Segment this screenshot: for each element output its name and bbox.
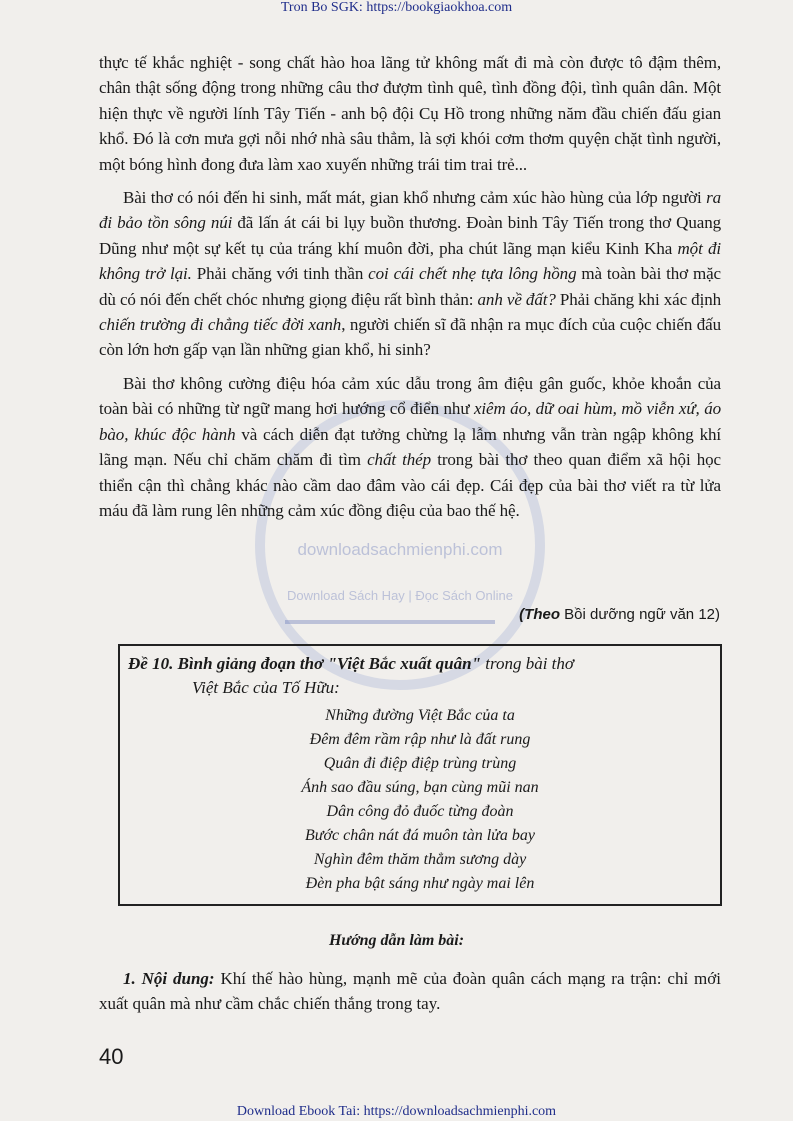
paragraph-text: Phải chăng với tinh thần: [191, 264, 369, 284]
italic-quote: xiêm áo, dữ oai hùm, mồ viễn xứ, áo bào, khúc độc hành: [99, 399, 721, 444]
italic-quote: anh về đất?: [477, 289, 556, 309]
exercise-title-tail: trong bài thơ: [480, 654, 574, 673]
exercise-title-rest: Bình giảng đoạn thơ: [173, 654, 328, 673]
paragraph-text: Phải chăng khi xác định: [555, 289, 721, 309]
citation-source: Bồi dưỡng ngữ văn 12): [559, 606, 720, 623]
verse-line: Ánh sao đầu súng, bạn cùng mũi nan: [301, 779, 539, 796]
italic-quote: coi cái chết nhẹ tựa lông hồng: [368, 264, 577, 284]
paragraph-text: đã lấn át cái bi lụy buồn thương. Đoàn binh Tây Tiến trong thơ Quang Dũng như một sự kết tụ của tráng khí muôn đời, pha chút lãng mạn kiểu Kinh Kha: [99, 213, 721, 258]
paragraph-text: thực tế khắc nghiệt - song chất hào hoa lãng tử không mất đi mà còn được tô đậm thêm, chân thật sống động trong những câu thơ đượm tình quê, tình đồng đội, tình quân dân. Một hiện thực về người lính Tây Tiến - anh bộ đội Cụ Hồ trong những năm đầu chiến đấu gian khổ. Đó là cơn mưa gợi nỗi nhớ nhà sâu thẳm, là sợi khói cơm thơm quyện chặt tình người, một bóng hình đong đưa làm xao xuyến những trái tim trai trẻ...: [99, 53, 721, 174]
verse-line: Quân đi điệp điệp trùng trùng: [323, 755, 517, 772]
verse-line: Nghìn đêm thăm thẳm sương dày: [313, 851, 527, 868]
paragraph-text: và cách diễn đạt tưởng chừng lạ lẫm nhưng vẫn tràn ngập không khí lãng mạn. Nếu chỉ chăm chăm đi tìm: [99, 424, 721, 470]
paragraph-text: , người chiến sĩ đã nhận ra mục đích của cuộc chiến đấu còn lớn hơn gấp vạn lần những gian khổ, hi sinh?: [99, 315, 721, 360]
verse-line: Bước chân nát đá muôn tàn lửa bay: [305, 827, 535, 844]
paragraph-text: mà toàn bài thơ mặc dù có nói đến chết chóc nhưng giọng điệu rất bình thản:: [99, 264, 721, 309]
essay-paragraph: [99, 371, 721, 523]
italic-quote: một đi không trở lại.: [99, 238, 721, 284]
watermark-subtitle: Download Sách Hay | Đọc Sách Online: [287, 588, 513, 603]
verse-line: Những đường Việt Bắc của ta: [325, 707, 515, 724]
verse-line: Đèn pha bật sáng như ngày mai lên: [305, 875, 535, 892]
essay-body: [99, 50, 721, 531]
italic-quote: ra đi bảo tồn sông núi: [99, 188, 721, 233]
paragraph-text: trong bài thơ theo quan điểm xã hội học thiển cận thì chẳng khác nào cầm dao đâm vào cái đẹp. Cái đẹp của bài thơ viết ra từ lửa máu đã làm rung lên những cảm xúc đồng điệu của bao thế hệ.: [99, 450, 721, 520]
essay-paragraph: [99, 50, 721, 177]
exercise-title-line2: Việt Bắc của Tố Hữu:: [192, 678, 340, 697]
exercise-title: [128, 652, 712, 676]
content-label: 1. Nội dung:: [123, 969, 215, 988]
verse-line: Dân công đỏ đuốc từng đoàn: [326, 803, 514, 820]
exercise-box: [118, 644, 722, 906]
citation: [420, 606, 720, 623]
watermark-title: downloadsachmienphi.com: [297, 540, 503, 559]
citation-prefix: (Theo: [519, 606, 560, 623]
header-link[interactable]: Tron Bo SGK: https://bookgiaokhoa.com: [280, 0, 513, 15]
guide-heading: Hướng dẫn làm bài:: [328, 932, 465, 949]
page-number: 40: [99, 1044, 124, 1069]
exercise-label: Đề 10.: [128, 654, 174, 673]
essay-paragraph: [99, 185, 721, 363]
paragraph-text: Bài thơ có nói đến hi sinh, mất mát, gian khổ nhưng cảm xúc hào hùng của lớp người: [123, 188, 707, 208]
content-text: Khí thế hào hùng, mạnh mẽ của đoàn quân cách mạng ra trận: chỉ mới xuất quân mà như cầm chắc chiến thắng trong tay.: [99, 969, 721, 1013]
italic-quote: chiến trường đi chẳng tiếc đời xanh: [99, 315, 342, 335]
footer-link[interactable]: Download Ebook Tai: https://downloadsachmienphi.com: [236, 1104, 557, 1119]
paragraph-text: Bài thơ không cường điệu hóa cảm xúc dẫu trong âm điệu gân guốc, khỏe khoắn của toàn bài có những từ ngữ mang hơi hướng cổ điển như: [99, 373, 721, 419]
exercise-poem-name: "Việt Bắc xuất quân": [327, 654, 481, 673]
italic-quote: chất thép: [367, 450, 432, 470]
verse-line: Đêm đêm rầm rập như là đất rung: [309, 731, 531, 748]
guide-content: [99, 966, 721, 1016]
